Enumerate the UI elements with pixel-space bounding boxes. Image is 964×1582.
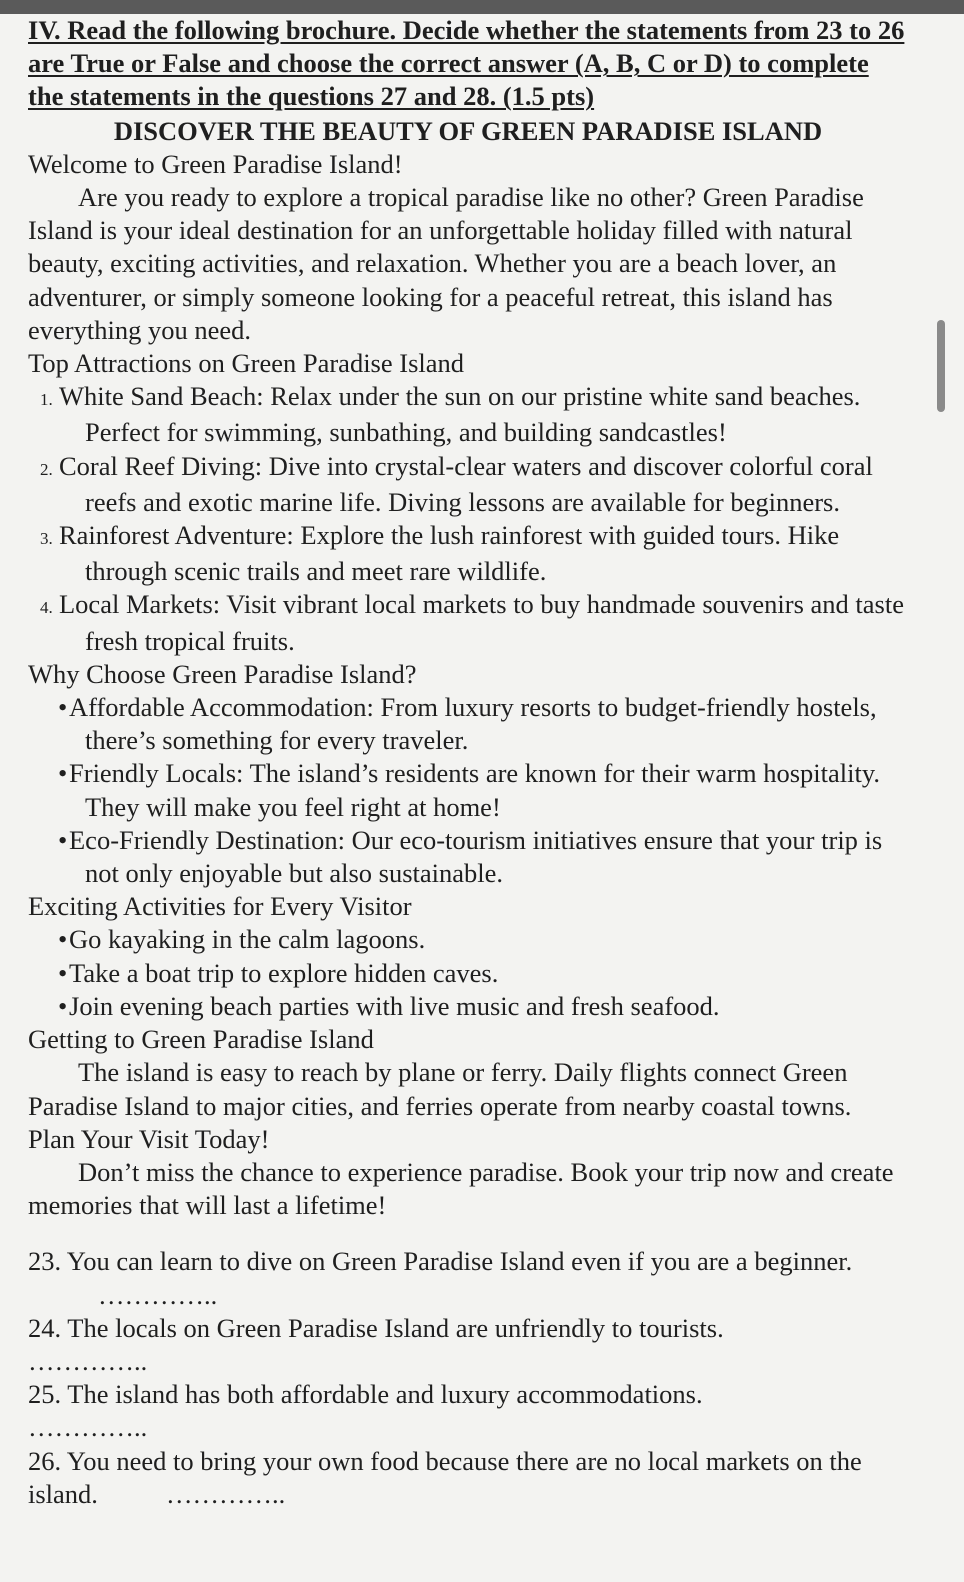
activities-heading: Exciting Activities for Every Visitor — [28, 891, 412, 922]
question-text: 25. The island has both affordable and luxury accommodations. — [28, 1379, 703, 1410]
why-text: Eco-Friendly Destination: Our eco-tourism initiatives ensure that your trip is not only enjoyable but also sustainable. — [69, 824, 883, 889]
attraction-text: Coral Reef Diving: Dive into crystal-clear waters and discover colorful coral reefs and exotic marine life. Diving lessons are available for beginners. — [59, 450, 873, 517]
bullet-icon: • — [58, 957, 68, 988]
attractions-heading: Top Attractions on Green Paradise Island — [28, 348, 465, 379]
activity-text: Take a boat trip to explore hidden caves. — [69, 957, 499, 988]
question-text: 26. You need to bring your own food because there are no local markets on the island. — [28, 1445, 862, 1509]
getting-heading: Getting to Green Paradise Island — [28, 1024, 374, 1055]
attraction-text: White Sand Beach: Relax under the sun on our pristine white sand beaches. Perfect for swimming, sunbathing, and building sandcastles! — [59, 381, 861, 448]
answer-blank[interactable]: ………….. — [28, 1345, 148, 1376]
brochure-title: DISCOVER THE BEAUTY OF GREEN PARADISE ISLAND — [113, 115, 823, 146]
bullet-icon: • — [58, 758, 68, 789]
question-25 — [28, 1378, 908, 1411]
attraction-item — [28, 519, 908, 588]
spacer — [28, 1222, 908, 1245]
question-text: 24. The locals on Green Paradise Island are unfriendly to tourists. — [28, 1312, 724, 1343]
bullet-icon: • — [58, 824, 68, 855]
answer-blank[interactable]: ………….. — [28, 1412, 148, 1443]
plan-heading: Plan Your Visit Today! — [28, 1123, 270, 1154]
activity-item — [28, 923, 908, 956]
getting-paragraph: The island is easy to reach by plane or ferry. Daily flights connect Green Paradise Island to major cities, and ferries operate from nearby coastal towns. — [28, 1057, 852, 1121]
intro-paragraph: Are you ready to explore a tropical paradise like no other? Green Paradise Island is your ideal destination for an unforgettable holiday filled with natural beauty, exciting activities, and relaxation. Whether you are a beach lover, an adventurer, or simply someone looking for a peaceful retreat, this island has everything you need. — [28, 182, 864, 345]
attraction-item — [28, 588, 908, 657]
attraction-item — [28, 450, 908, 519]
item-number: 4. — [40, 598, 53, 618]
question-23 — [28, 1245, 908, 1311]
why-item — [28, 757, 908, 823]
worksheet — [28, 14, 908, 1511]
why-text: Friendly Locals: The island’s residents are known for their warm hospitality. They will make you feel right at home! — [69, 758, 881, 822]
activity-item — [28, 957, 908, 990]
item-number: 1. — [40, 390, 53, 410]
answer-blank[interactable]: ………….. — [165, 1478, 286, 1509]
activity-text: Join evening beach parties with live music and fresh seafood. — [69, 990, 720, 1021]
plan-paragraph: Don’t miss the chance to experience paradise. Book your trip now and create memories that will last a lifetime! — [28, 1156, 894, 1221]
item-number: 3. — [40, 529, 53, 549]
question-26 — [28, 1445, 908, 1511]
question-24 — [28, 1312, 908, 1345]
why-text: Affordable Accommodation: From luxury resorts to budget-friendly hostels, there’s something for every traveler. — [69, 692, 877, 756]
why-item — [28, 691, 908, 757]
attraction-text: Rainforest Adventure: Explore the lush rainforest with guided tours. Hike through scenic trails and meet rare wildlife. — [59, 520, 840, 587]
item-number: 2. — [40, 459, 53, 479]
activity-text: Go kayaking in the calm lagoons. — [69, 924, 426, 955]
instructions: IV. Read the following brochure. Decide whether the statements from 23 to 26 are True or False and choose the correct answer (A, B, C or D) to complete the statements in the questions 27 and 28. (1.5 pts) — [28, 15, 905, 112]
activity-item — [28, 990, 908, 1023]
bullet-icon: • — [58, 692, 68, 723]
attraction-text: Local Markets: Visit vibrant local markets to buy handmade souvenirs and taste fresh tropical fruits. — [59, 589, 904, 656]
why-heading: Why Choose Green Paradise Island? — [28, 658, 417, 689]
bullet-icon: • — [58, 924, 68, 955]
bullet-icon: • — [58, 990, 68, 1021]
welcome-heading: Welcome to Green Paradise Island! — [28, 148, 403, 179]
attraction-item — [28, 380, 908, 449]
answer-blank[interactable]: ………….. — [98, 1279, 218, 1310]
scrollbar-thumb[interactable] — [937, 320, 945, 412]
top-bar — [0, 0, 964, 14]
question-text: 23. You can learn to dive on Green Paradise Island even if you are a beginner. — [28, 1246, 853, 1277]
why-item — [28, 824, 908, 890]
